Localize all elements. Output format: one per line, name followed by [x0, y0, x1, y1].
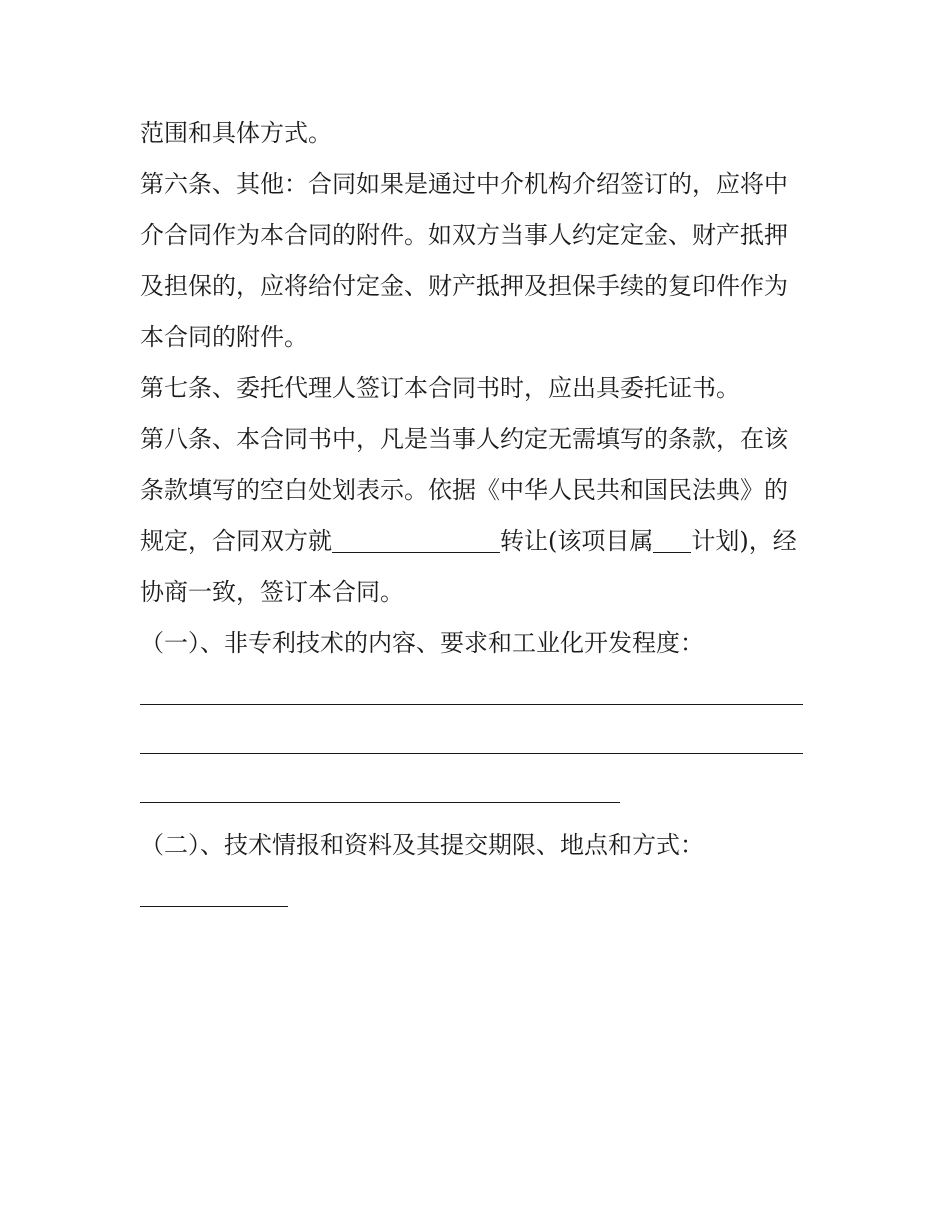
text-segment: 计划)，经 [691, 527, 797, 555]
fill-in-line [140, 516, 820, 567]
text-line: 介合同作为本合同的附件。如双方当事人约定定金、财产抵押 [140, 221, 788, 249]
blank-line[interactable] [140, 669, 820, 718]
blank-field-project[interactable] [332, 551, 500, 553]
blank-field-plan[interactable] [653, 551, 691, 553]
document-page [140, 108, 820, 920]
text-line: 范围和具体方式。 [140, 119, 332, 147]
article-6-line: 第六条、其他：合同如果是通过中介机构介绍签订的，应将中 [140, 170, 788, 198]
section-1-heading: （一）、非专利技术的内容、要求和工业化开发程度： [140, 629, 704, 657]
article-7-line: 第七条、委托代理人签订本合同书时，应出具委托证书。 [140, 374, 740, 402]
text-segment: 转让(该项目属 [500, 527, 654, 555]
text-line: 本合同的附件。 [140, 323, 308, 351]
text-line: 条款填写的空白处划表示。依据《中华人民共和国民法典》的 [140, 476, 788, 504]
article-8-line: 第八条、本合同书中，凡是当事人约定无需填写的条款，在该 [140, 425, 788, 453]
blank-line[interactable] [140, 718, 820, 767]
text-line: 协商一致，签订本合同。 [140, 578, 404, 606]
text-segment: 规定，合同双方就 [140, 527, 332, 555]
blank-line[interactable] [140, 767, 820, 816]
blank-line[interactable] [140, 871, 820, 920]
text-line: 及担保的，应将给付定金、财产抵押及担保手续的复印件作为 [140, 272, 788, 300]
section-2-heading: （二）、技术情报和资料及其提交期限、地点和方式： [140, 831, 704, 859]
